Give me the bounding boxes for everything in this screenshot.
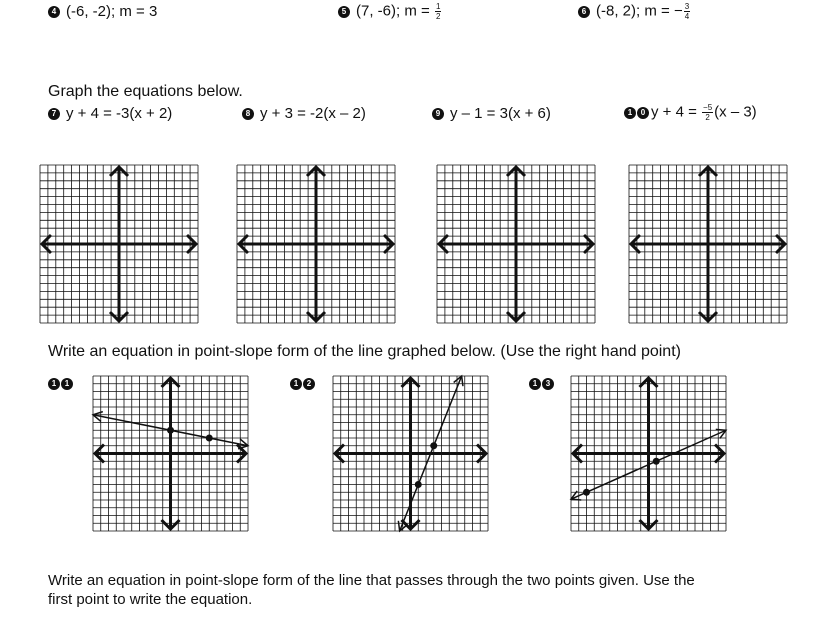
problem-number: 1 <box>290 378 302 390</box>
axes <box>42 167 196 321</box>
axes <box>335 378 486 529</box>
axes <box>631 167 785 321</box>
equation-text: y + 4 = <box>651 103 702 121</box>
problem-10 <box>624 103 757 122</box>
axes <box>439 167 593 321</box>
coordinate-grid-12 <box>333 376 488 531</box>
problem-number: 8 <box>242 108 254 120</box>
problem-5 <box>338 2 442 21</box>
slope-fraction <box>702 103 713 122</box>
equation-text-tail: (x – 3) <box>714 103 757 121</box>
two-point-heading-line-1: Write an equation in point-slope form of the line that passes through the two points given. Use the <box>48 572 695 589</box>
fraction-numerator: 3 <box>684 2 690 11</box>
fraction-denominator: 2 <box>705 113 710 122</box>
write-section-heading: Write an equation in point-slope form of the line graphed below. (Use the right hand point) <box>48 343 681 360</box>
problem-number: 3 <box>542 378 554 390</box>
coordinate-grid-8[interactable] <box>237 165 395 323</box>
axes <box>239 167 393 321</box>
problem-number: 2 <box>303 378 315 390</box>
problem-number: 6 <box>578 6 590 18</box>
slope-sign: − <box>673 2 683 20</box>
plotted-point <box>415 481 422 488</box>
problem-13 <box>529 378 554 390</box>
slope-fraction <box>684 2 690 21</box>
plotted-point <box>430 442 437 449</box>
graph-section-heading: Graph the equations below. <box>48 83 243 100</box>
slope-fraction <box>435 2 441 21</box>
problem-11 <box>48 378 73 390</box>
two-point-heading-line-2: first point to write the equation. <box>48 591 253 608</box>
problem-number: 0 <box>637 107 649 119</box>
problem-number: 4 <box>48 6 60 18</box>
axes <box>573 378 724 529</box>
axes <box>95 378 246 529</box>
plotted-point <box>167 427 174 434</box>
slope-value: 3 <box>148 3 158 20</box>
plotted-point <box>206 435 213 442</box>
problem-number: 9 <box>432 108 444 120</box>
problem-number: 1 <box>529 378 541 390</box>
problem-number: 7 <box>48 108 60 120</box>
equation-text: y + 4 = -3(x + 2) <box>66 105 173 122</box>
fraction-denominator: 2 <box>435 12 441 21</box>
coordinate-grid-10[interactable] <box>629 165 787 323</box>
problem-number: 1 <box>61 378 73 390</box>
coordinate-grid-13 <box>571 376 726 531</box>
problem-text: (7, -6); m = <box>356 2 434 20</box>
problem-12 <box>290 378 315 390</box>
problem-9 <box>432 106 551 121</box>
problem-text: (-6, -2); m = <box>66 3 149 20</box>
problem-number: 1 <box>48 378 60 390</box>
coordinate-grid-9[interactable] <box>437 165 595 323</box>
problem-8 <box>242 106 366 121</box>
problem-4 <box>48 4 157 19</box>
problem-number: 1 <box>624 107 636 119</box>
problem-text: (-8, 2); m = <box>596 2 674 20</box>
coordinate-grid-11 <box>93 376 248 531</box>
problem-7 <box>48 106 172 121</box>
coordinate-grid-7[interactable] <box>40 165 198 323</box>
fraction-denominator: 4 <box>684 12 690 21</box>
fraction-numerator: −5 <box>703 103 713 112</box>
equation-text: y – 1 = 3(x + 6) <box>450 105 551 122</box>
problem-number: 5 <box>338 6 350 18</box>
plotted-point <box>583 489 590 496</box>
equation-text: y + 3 = -2(x – 2) <box>260 105 366 122</box>
problem-6 <box>578 2 691 21</box>
fraction-numerator: 1 <box>435 2 441 11</box>
plotted-point <box>653 458 660 465</box>
